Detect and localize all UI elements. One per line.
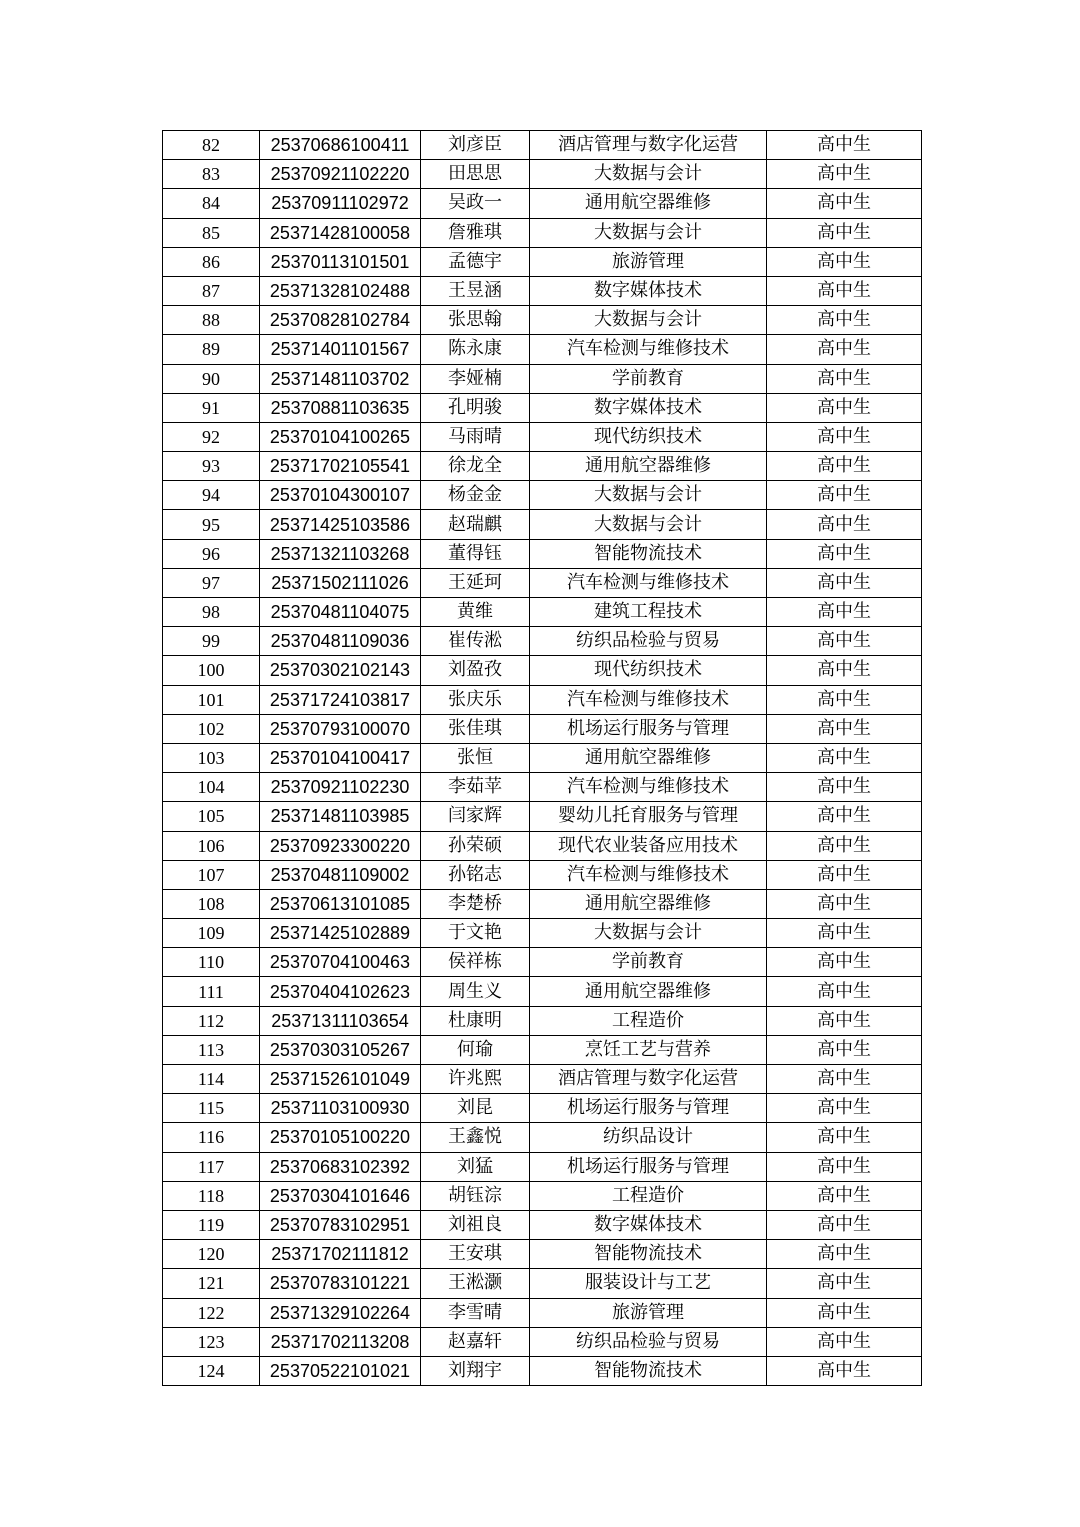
table-row: [163, 860, 922, 889]
table-row: [163, 1181, 922, 1210]
student-type-cell: 高中生: [767, 422, 922, 451]
student-name-cell: 胡钰淙: [421, 1181, 530, 1210]
major-cell: 智能物流技术: [530, 539, 767, 568]
table-row: [163, 948, 922, 977]
major-cell: 服装设计与工艺: [530, 1269, 767, 1298]
major-cell: 数字媒体技术: [530, 393, 767, 422]
candidate-id-cell: 25370793100070: [260, 714, 421, 743]
major-cell: 数字媒体技术: [530, 276, 767, 305]
major-cell: 旅游管理: [530, 1298, 767, 1327]
candidate-id-cell: 25370921102220: [260, 160, 421, 189]
candidate-id-cell: 25371103100930: [260, 1094, 421, 1123]
student-name-cell: 王延珂: [421, 568, 530, 597]
candidate-id-cell: 25370881103635: [260, 393, 421, 422]
candidate-id-cell: 25370911102972: [260, 189, 421, 218]
serial-number-cell: 102: [163, 714, 260, 743]
major-cell: 工程造价: [530, 1006, 767, 1035]
candidate-id-cell: 25370683102392: [260, 1152, 421, 1181]
major-cell: 大数据与会计: [530, 218, 767, 247]
table-row: [163, 131, 922, 160]
serial-number-cell: 97: [163, 568, 260, 597]
major-cell: 大数据与会计: [530, 481, 767, 510]
table-row: [163, 1356, 922, 1385]
serial-number-cell: 112: [163, 1006, 260, 1035]
serial-number-cell: 84: [163, 189, 260, 218]
major-cell: 工程造价: [530, 1181, 767, 1210]
major-cell: 婴幼儿托育服务与管理: [530, 802, 767, 831]
student-type-cell: 高中生: [767, 1123, 922, 1152]
candidate-id-cell: 25370522101021: [260, 1356, 421, 1385]
table-row: [163, 1065, 922, 1094]
serial-number-cell: 92: [163, 422, 260, 451]
serial-number-cell: 109: [163, 919, 260, 948]
student-name-cell: 马雨晴: [421, 422, 530, 451]
candidate-id-cell: 25371502111026: [260, 568, 421, 597]
candidate-id-cell: 25370921102230: [260, 773, 421, 802]
serial-number-cell: 108: [163, 889, 260, 918]
serial-number-cell: 85: [163, 218, 260, 247]
serial-number-cell: 101: [163, 685, 260, 714]
student-type-cell: 高中生: [767, 773, 922, 802]
major-cell: 学前教育: [530, 948, 767, 977]
candidate-id-cell: 25370104300107: [260, 481, 421, 510]
student-type-cell: 高中生: [767, 481, 922, 510]
student-type-cell: 高中生: [767, 1240, 922, 1269]
serial-number-cell: 88: [163, 306, 260, 335]
serial-number-cell: 87: [163, 276, 260, 305]
major-cell: 旅游管理: [530, 247, 767, 276]
student-type-cell: 高中生: [767, 714, 922, 743]
student-name-cell: 闫家辉: [421, 802, 530, 831]
serial-number-cell: 105: [163, 802, 260, 831]
table-row: [163, 743, 922, 772]
major-cell: 汽车检测与维修技术: [530, 685, 767, 714]
serial-number-cell: 82: [163, 131, 260, 160]
table-row: [163, 773, 922, 802]
table-row: [163, 510, 922, 539]
table-row: [163, 714, 922, 743]
candidate-id-cell: 25370828102784: [260, 306, 421, 335]
student-name-cell: 王淞灏: [421, 1269, 530, 1298]
table-row: [163, 802, 922, 831]
serial-number-cell: 99: [163, 627, 260, 656]
table-row: [163, 189, 922, 218]
table-row: [163, 1006, 922, 1035]
serial-number-cell: 89: [163, 335, 260, 364]
serial-number-cell: 93: [163, 452, 260, 481]
student-type-cell: 高中生: [767, 393, 922, 422]
serial-number-cell: 119: [163, 1210, 260, 1239]
student-name-cell: 孔明骏: [421, 393, 530, 422]
student-name-cell: 黄维: [421, 598, 530, 627]
table-row: [163, 306, 922, 335]
table-row: [163, 1123, 922, 1152]
student-name-cell: 周生义: [421, 977, 530, 1006]
student-name-cell: 刘昆: [421, 1094, 530, 1123]
student-type-cell: 高中生: [767, 539, 922, 568]
table-row: [163, 1327, 922, 1356]
student-name-cell: 刘祖良: [421, 1210, 530, 1239]
table-row: [163, 977, 922, 1006]
major-cell: 机场运行服务与管理: [530, 714, 767, 743]
major-cell: 通用航空器维修: [530, 189, 767, 218]
student-type-cell: 高中生: [767, 860, 922, 889]
student-type-cell: 高中生: [767, 1181, 922, 1210]
major-cell: 纺织品检验与贸易: [530, 1327, 767, 1356]
table-row: [163, 1240, 922, 1269]
table-row: [163, 160, 922, 189]
student-name-cell: 陈永康: [421, 335, 530, 364]
serial-number-cell: 110: [163, 948, 260, 977]
major-cell: 智能物流技术: [530, 1356, 767, 1385]
table-row: [163, 393, 922, 422]
student-name-cell: 李楚桥: [421, 889, 530, 918]
serial-number-cell: 118: [163, 1181, 260, 1210]
student-name-cell: 孙荣硕: [421, 831, 530, 860]
candidate-id-cell: 25370481109036: [260, 627, 421, 656]
candidate-id-cell: 25371481103702: [260, 364, 421, 393]
student-type-cell: 高中生: [767, 1210, 922, 1239]
serial-number-cell: 124: [163, 1356, 260, 1385]
student-type-cell: 高中生: [767, 568, 922, 597]
student-name-cell: 李雪晴: [421, 1298, 530, 1327]
candidate-id-cell: 25370783102951: [260, 1210, 421, 1239]
table-row: [163, 539, 922, 568]
serial-number-cell: 91: [163, 393, 260, 422]
student-name-cell: 王鑫悦: [421, 1123, 530, 1152]
candidate-id-cell: 25370923300220: [260, 831, 421, 860]
table-row: [163, 919, 922, 948]
major-cell: 机场运行服务与管理: [530, 1094, 767, 1123]
student-type-cell: 高中生: [767, 1298, 922, 1327]
major-cell: 汽车检测与维修技术: [530, 773, 767, 802]
table-row: [163, 627, 922, 656]
major-cell: 通用航空器维修: [530, 743, 767, 772]
student-name-cell: 赵瑞麒: [421, 510, 530, 539]
student-type-cell: 高中生: [767, 160, 922, 189]
serial-number-cell: 122: [163, 1298, 260, 1327]
student-type-cell: 高中生: [767, 510, 922, 539]
table-row: [163, 1152, 922, 1181]
student-name-cell: 刘猛: [421, 1152, 530, 1181]
serial-number-cell: 104: [163, 773, 260, 802]
serial-number-cell: 86: [163, 247, 260, 276]
student-type-cell: 高中生: [767, 831, 922, 860]
student-type-cell: 高中生: [767, 1356, 922, 1385]
table-row: [163, 1035, 922, 1064]
student-name-cell: 许兆熙: [421, 1065, 530, 1094]
candidate-id-cell: 25370113101501: [260, 247, 421, 276]
candidate-id-cell: 25371702105541: [260, 452, 421, 481]
student-type-cell: 高中生: [767, 598, 922, 627]
candidate-id-cell: 25371311103654: [260, 1006, 421, 1035]
table-row: [163, 1094, 922, 1123]
major-cell: 大数据与会计: [530, 510, 767, 539]
serial-number-cell: 103: [163, 743, 260, 772]
candidate-id-cell: 25370304101646: [260, 1181, 421, 1210]
table-row: [163, 831, 922, 860]
serial-number-cell: 106: [163, 831, 260, 860]
student-type-cell: 高中生: [767, 1065, 922, 1094]
serial-number-cell: 90: [163, 364, 260, 393]
table-row: [163, 276, 922, 305]
major-cell: 现代纺织技术: [530, 656, 767, 685]
table-row: [163, 364, 922, 393]
student-type-cell: 高中生: [767, 948, 922, 977]
major-cell: 大数据与会计: [530, 919, 767, 948]
table-row: [163, 685, 922, 714]
candidate-id-cell: 25370104100417: [260, 743, 421, 772]
student-name-cell: 王昱涵: [421, 276, 530, 305]
table-row: [163, 1269, 922, 1298]
student-type-cell: 高中生: [767, 1327, 922, 1356]
major-cell: 汽车检测与维修技术: [530, 335, 767, 364]
student-name-cell: 张佳琪: [421, 714, 530, 743]
student-name-cell: 田思思: [421, 160, 530, 189]
candidate-id-cell: 25371724103817: [260, 685, 421, 714]
major-cell: 纺织品检验与贸易: [530, 627, 767, 656]
candidate-id-cell: 25371425102889: [260, 919, 421, 948]
table-row: [163, 335, 922, 364]
student-name-cell: 崔传淞: [421, 627, 530, 656]
table-row: [163, 1210, 922, 1239]
table-row: [163, 247, 922, 276]
candidate-id-cell: 25370686100411: [260, 131, 421, 160]
serial-number-cell: 114: [163, 1065, 260, 1094]
serial-number-cell: 83: [163, 160, 260, 189]
student-type-cell: 高中生: [767, 1094, 922, 1123]
major-cell: 通用航空器维修: [530, 977, 767, 1006]
student-type-cell: 高中生: [767, 247, 922, 276]
student-name-cell: 詹雅琪: [421, 218, 530, 247]
table-row: [163, 481, 922, 510]
candidate-id-cell: 25371428100058: [260, 218, 421, 247]
student-type-cell: 高中生: [767, 627, 922, 656]
serial-number-cell: 95: [163, 510, 260, 539]
serial-number-cell: 107: [163, 860, 260, 889]
student-name-cell: 李茹苹: [421, 773, 530, 802]
major-cell: 纺织品设计: [530, 1123, 767, 1152]
major-cell: 大数据与会计: [530, 160, 767, 189]
major-cell: 大数据与会计: [530, 306, 767, 335]
student-type-cell: 高中生: [767, 919, 922, 948]
serial-number-cell: 94: [163, 481, 260, 510]
table-row: [163, 422, 922, 451]
roster-body: [163, 131, 922, 1386]
serial-number-cell: 113: [163, 1035, 260, 1064]
student-name-cell: 张恒: [421, 743, 530, 772]
student-type-cell: 高中生: [767, 189, 922, 218]
major-cell: 学前教育: [530, 364, 767, 393]
candidate-id-cell: 25370404102623: [260, 977, 421, 1006]
major-cell: 酒店管理与数字化运营: [530, 1065, 767, 1094]
student-name-cell: 刘盈孜: [421, 656, 530, 685]
student-name-cell: 吴政一: [421, 189, 530, 218]
candidate-id-cell: 25370105100220: [260, 1123, 421, 1152]
student-type-cell: 高中生: [767, 802, 922, 831]
student-type-cell: 高中生: [767, 1152, 922, 1181]
serial-number-cell: 111: [163, 977, 260, 1006]
major-cell: 机场运行服务与管理: [530, 1152, 767, 1181]
serial-number-cell: 117: [163, 1152, 260, 1181]
serial-number-cell: 121: [163, 1269, 260, 1298]
candidate-id-cell: 25371526101049: [260, 1065, 421, 1094]
major-cell: 通用航空器维修: [530, 889, 767, 918]
table-row: [163, 598, 922, 627]
major-cell: 数字媒体技术: [530, 1210, 767, 1239]
roster-table: [162, 130, 922, 1386]
student-type-cell: 高中生: [767, 1035, 922, 1064]
candidate-id-cell: 25371425103586: [260, 510, 421, 539]
table-row: [163, 656, 922, 685]
student-name-cell: 侯祥栋: [421, 948, 530, 977]
student-type-cell: 高中生: [767, 452, 922, 481]
student-type-cell: 高中生: [767, 131, 922, 160]
student-name-cell: 张庆乐: [421, 685, 530, 714]
table-row: [163, 889, 922, 918]
serial-number-cell: 100: [163, 656, 260, 685]
major-cell: 智能物流技术: [530, 1240, 767, 1269]
table-row: [163, 218, 922, 247]
student-type-cell: 高中生: [767, 977, 922, 1006]
table-row: [163, 452, 922, 481]
candidate-id-cell: 25371328102488: [260, 276, 421, 305]
student-name-cell: 张思翰: [421, 306, 530, 335]
student-name-cell: 孙铭志: [421, 860, 530, 889]
student-name-cell: 董得钰: [421, 539, 530, 568]
candidate-id-cell: 25370104100265: [260, 422, 421, 451]
candidate-id-cell: 25371401101567: [260, 335, 421, 364]
student-type-cell: 高中生: [767, 743, 922, 772]
student-name-cell: 徐龙全: [421, 452, 530, 481]
candidate-id-cell: 25370613101085: [260, 889, 421, 918]
candidate-id-cell: 25370783101221: [260, 1269, 421, 1298]
student-name-cell: 于文艳: [421, 919, 530, 948]
candidate-id-cell: 25370481109002: [260, 860, 421, 889]
candidate-id-cell: 25371702113208: [260, 1327, 421, 1356]
serial-number-cell: 116: [163, 1123, 260, 1152]
student-name-cell: 何瑜: [421, 1035, 530, 1064]
student-type-cell: 高中生: [767, 276, 922, 305]
major-cell: 烹饪工艺与营养: [530, 1035, 767, 1064]
student-type-cell: 高中生: [767, 685, 922, 714]
student-name-cell: 杜康明: [421, 1006, 530, 1035]
major-cell: 现代纺织技术: [530, 422, 767, 451]
student-name-cell: 刘翔宇: [421, 1356, 530, 1385]
candidate-id-cell: 25370481104075: [260, 598, 421, 627]
major-cell: 酒店管理与数字化运营: [530, 131, 767, 160]
candidate-id-cell: 25370302102143: [260, 656, 421, 685]
candidate-id-cell: 25370303105267: [260, 1035, 421, 1064]
student-type-cell: 高中生: [767, 1006, 922, 1035]
major-cell: 汽车检测与维修技术: [530, 568, 767, 597]
student-type-cell: 高中生: [767, 335, 922, 364]
serial-number-cell: 115: [163, 1094, 260, 1123]
serial-number-cell: 98: [163, 598, 260, 627]
serial-number-cell: 123: [163, 1327, 260, 1356]
candidate-id-cell: 25371481103985: [260, 802, 421, 831]
student-name-cell: 刘彦臣: [421, 131, 530, 160]
major-cell: 现代农业装备应用技术: [530, 831, 767, 860]
table-row: [163, 568, 922, 597]
student-name-cell: 赵嘉轩: [421, 1327, 530, 1356]
student-name-cell: 王安琪: [421, 1240, 530, 1269]
student-type-cell: 高中生: [767, 306, 922, 335]
student-type-cell: 高中生: [767, 656, 922, 685]
table-row: [163, 1298, 922, 1327]
serial-number-cell: 96: [163, 539, 260, 568]
major-cell: 通用航空器维修: [530, 452, 767, 481]
candidate-id-cell: 25371702111812: [260, 1240, 421, 1269]
student-name-cell: 李娅楠: [421, 364, 530, 393]
candidate-id-cell: 25371321103268: [260, 539, 421, 568]
student-name-cell: 孟德宇: [421, 247, 530, 276]
major-cell: 建筑工程技术: [530, 598, 767, 627]
candidate-id-cell: 25370704100463: [260, 948, 421, 977]
student-type-cell: 高中生: [767, 364, 922, 393]
student-name-cell: 杨金金: [421, 481, 530, 510]
student-type-cell: 高中生: [767, 889, 922, 918]
candidate-id-cell: 25371329102264: [260, 1298, 421, 1327]
student-type-cell: 高中生: [767, 1269, 922, 1298]
student-type-cell: 高中生: [767, 218, 922, 247]
serial-number-cell: 120: [163, 1240, 260, 1269]
major-cell: 汽车检测与维修技术: [530, 860, 767, 889]
